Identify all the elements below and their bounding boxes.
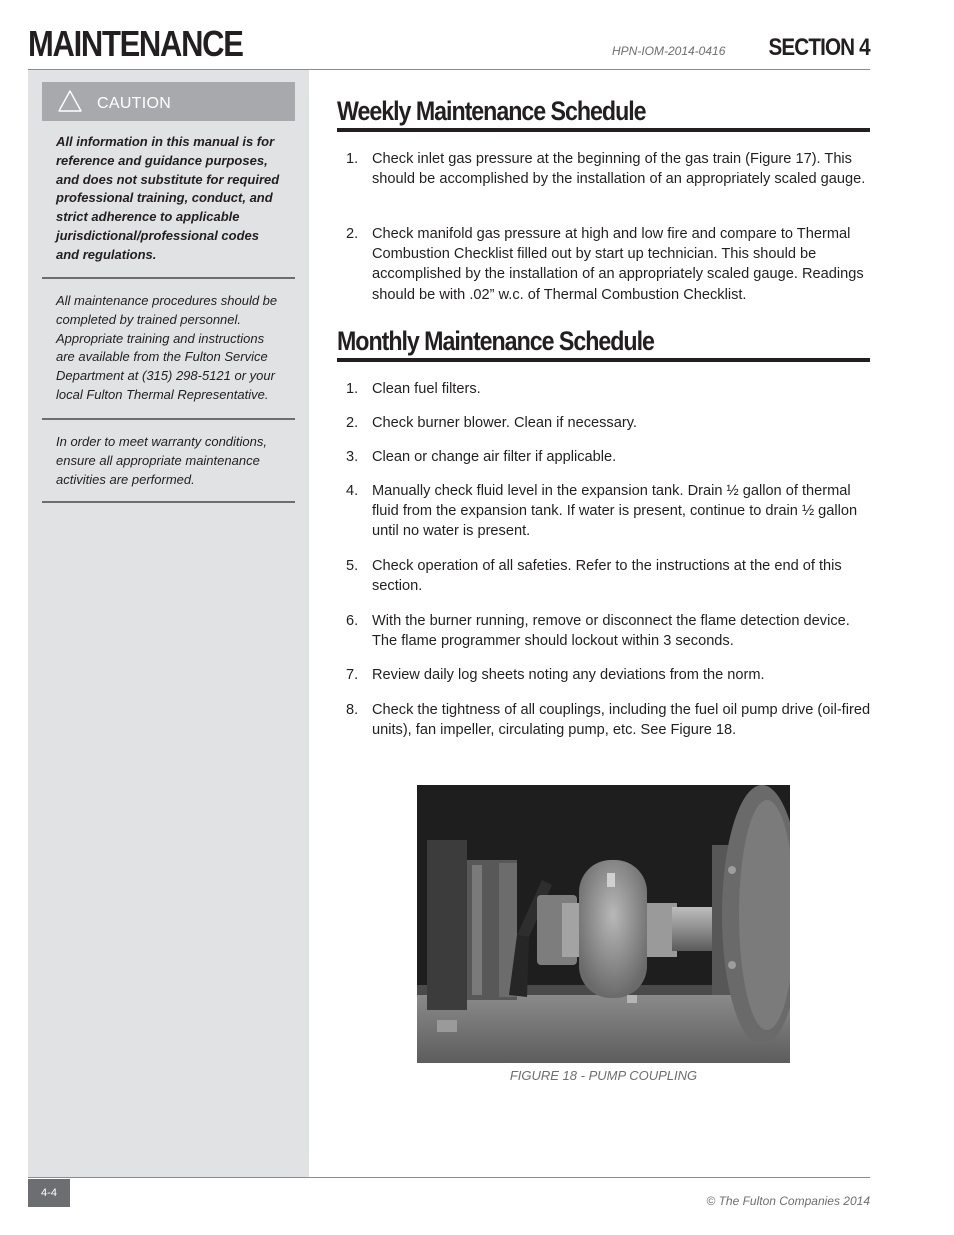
item-number: 5. xyxy=(346,558,359,574)
pump-coupling-photo xyxy=(417,785,790,1063)
item-text: Check manifold gas pressure at high and low fire and compare to Thermal Combustion Checklist filled out by start up technician. This should be accomplished by the installation of an appropriately scaled gauge. Readings should be with .02” w.c. of Thermal Combustion Checklist. xyxy=(372,226,864,303)
item-number: 7. xyxy=(346,667,359,683)
note-divider xyxy=(42,501,295,503)
caution-header xyxy=(42,82,295,121)
page-number: 4-4 xyxy=(28,1179,70,1207)
item-number: 4. xyxy=(346,483,359,499)
document-number: HPN-IOM-2014-0416 xyxy=(612,44,726,58)
caution-note-personnel: All maintenance procedures should be completed by trained personnel. Appropriate training and instructions are available from the Fulton Service Department at (315) 298-5121 or your local Fulton Thermal Representative. xyxy=(56,293,278,402)
item-number: 6. xyxy=(346,613,359,629)
item-number: 1. xyxy=(346,381,359,397)
item-text: Check the tightness of all couplings, including the fuel oil pump drive (oil-fired units), fan impeller, circulating pump, etc. See Figure 18. xyxy=(372,702,871,739)
item-number: 2. xyxy=(346,415,359,431)
note-divider xyxy=(42,277,295,279)
item-text: With the burner running, remove or disconnect the flame detection device. The flame programmer should lockout within 3 seconds. xyxy=(372,613,850,650)
footer-divider xyxy=(28,1177,870,1178)
item-text: Review daily log sheets noting any deviations from the norm. xyxy=(372,667,765,683)
figure-caption: FIGURE 18 - PUMP COUPLING xyxy=(509,1068,698,1083)
item-text: Check inlet gas pressure at the beginning of the gas train (Figure 17). This should be accomplished by the installation of an appropriately scaled gauge. xyxy=(372,151,866,188)
item-number: 3. xyxy=(346,449,359,465)
weekly-heading: Weekly Maintenance Schedule xyxy=(337,96,646,126)
monthly-heading: Monthly Maintenance Schedule xyxy=(337,326,654,356)
caution-note-reference: All information in this manual is for reference and guidance purposes, and does not substitute for required professional training, conduct, and strict adherence to applicable jurisdictional/professional codes and regulations. xyxy=(56,134,280,262)
copyright-notice: © The Fulton Companies 2014 xyxy=(706,1194,870,1208)
heading-rule xyxy=(337,128,870,132)
item-text: Clean or change air filter if applicable. xyxy=(372,449,617,465)
caution-sidebar xyxy=(28,70,309,1178)
item-number: 1. xyxy=(346,151,359,167)
item-number: 2. xyxy=(346,226,359,242)
item-number: 8. xyxy=(346,702,359,718)
heading-rule xyxy=(337,358,870,362)
page-title: MAINTENANCE xyxy=(28,23,243,64)
pump-coupling-illustration xyxy=(417,785,790,1063)
item-text: Manually check fluid level in the expansion tank. Drain ½ gallon of thermal fluid from the expansion tank. If water is present, continue to drain ½ gallon until no water is present. xyxy=(372,483,858,540)
item-text: Check operation of all safeties. Refer to the instructions at the end of this section. xyxy=(372,558,842,595)
caution-label: CAUTION xyxy=(97,95,172,112)
item-text: Check burner blower. Clean if necessary. xyxy=(372,415,637,431)
warning-triangle-icon xyxy=(57,89,83,113)
section-label: SECTION 4 xyxy=(768,34,870,61)
caution-note-warranty: In order to meet warranty conditions, ensure all appropriate maintenance activities are performed. xyxy=(56,434,267,487)
item-text: Clean fuel filters. xyxy=(372,381,481,397)
note-divider xyxy=(42,418,295,420)
